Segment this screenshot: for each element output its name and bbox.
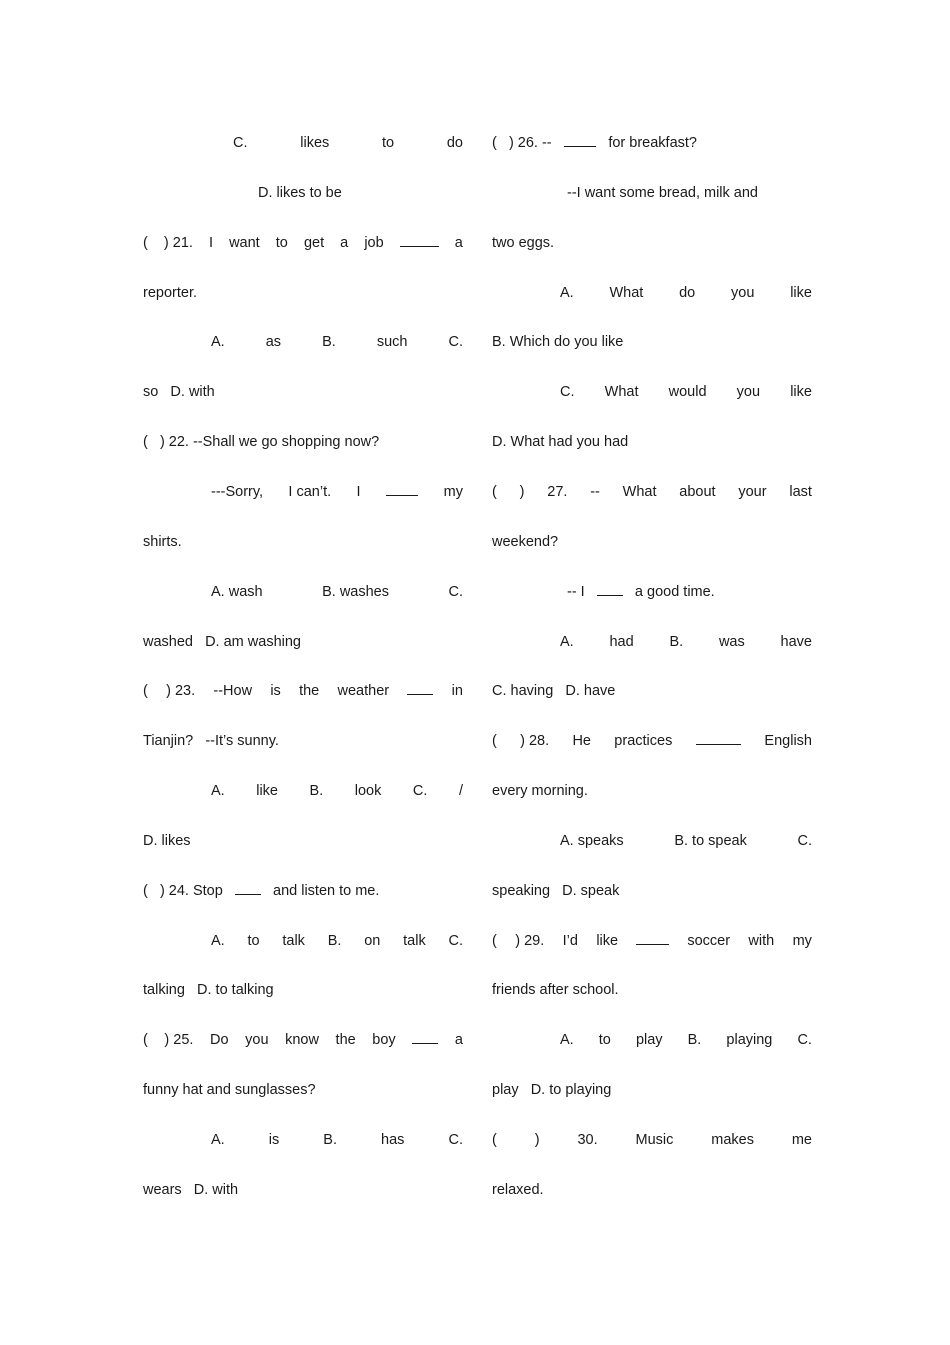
text-token: talk — [403, 932, 426, 949]
answer-blank — [386, 481, 419, 496]
text-token: A. wash — [211, 583, 263, 600]
text-token: -- — [590, 483, 600, 500]
text-token: the — [299, 683, 320, 700]
text-line: D. What had you had — [492, 434, 629, 451]
text-token: C. — [560, 384, 575, 401]
text-token: C. — [448, 334, 463, 351]
text-token: like — [596, 932, 619, 949]
text-line: --I want some bread, milk and — [567, 184, 758, 201]
text-line: funny hat and sunglasses? — [143, 1082, 316, 1099]
text-line — [492, 830, 812, 852]
text-line: relaxed. — [492, 1181, 544, 1198]
text-token: I’d — [562, 932, 578, 949]
text-token: ) 28. — [520, 733, 550, 750]
text-token — [696, 730, 742, 752]
text-token — [400, 232, 439, 254]
text-token: your — [738, 483, 767, 500]
text-line: weekend? — [492, 533, 559, 550]
text-token: B. — [687, 1032, 702, 1049]
text-token: a — [454, 1032, 463, 1049]
text-line: ( ) 24. Stop and listen to me. — [143, 880, 463, 902]
answer-blank — [235, 880, 261, 895]
text-token: look — [354, 783, 382, 800]
text-token: ( — [492, 932, 497, 949]
text-line: every morning. — [492, 783, 588, 800]
text-token: A. — [211, 1132, 225, 1148]
text-token: B. washes — [322, 583, 389, 600]
text-token: is — [270, 683, 281, 700]
text-token: C. — [797, 832, 812, 849]
text-token: C. — [448, 1132, 463, 1148]
text-line: reporter. — [143, 284, 197, 301]
text-token: the — [335, 1032, 356, 1049]
text-token: I can’t. — [288, 483, 332, 500]
text-token: He — [572, 733, 591, 750]
text-token: about — [679, 483, 716, 500]
answer-blank — [696, 730, 742, 745]
text-token: B. — [669, 633, 684, 650]
answer-blank — [597, 581, 623, 596]
text-token: a — [454, 234, 463, 251]
text-line — [492, 481, 812, 503]
text-token: Music — [635, 1132, 674, 1148]
text-token: to — [382, 135, 395, 151]
text-token: B. — [309, 783, 324, 800]
text-token: in — [451, 683, 463, 700]
left-column — [143, 0, 463, 1345]
text-token: 27. — [547, 483, 568, 500]
text-token: C. — [797, 1032, 812, 1049]
text-line: D. likes — [143, 832, 191, 849]
text-line: washed D. am washing — [143, 633, 301, 650]
answer-blank — [564, 132, 597, 147]
text-line — [492, 282, 812, 304]
text-token: B. to speak — [674, 832, 747, 849]
text-token: I — [208, 234, 214, 251]
text-token: ) 25. — [164, 1032, 194, 1049]
text-token: A. — [560, 633, 574, 650]
text-line: play D. to playing — [492, 1082, 612, 1099]
text-token: ) — [519, 483, 525, 500]
text-token: me — [791, 1132, 812, 1148]
text-token: like — [790, 384, 812, 401]
text-token: do — [446, 135, 463, 151]
text-line — [143, 1129, 463, 1151]
text-token: playing — [726, 1032, 773, 1049]
text-token: C. — [448, 583, 463, 600]
text-token: I — [356, 483, 361, 500]
text-line: speaking D. speak — [492, 882, 620, 899]
text-token: boy — [372, 1032, 396, 1049]
text-line: B. Which do you like — [492, 334, 624, 351]
text-token: as — [265, 334, 282, 351]
text-token: B. — [327, 932, 342, 949]
text-token: soccer — [687, 932, 731, 949]
text-token: to — [247, 932, 260, 949]
text-line — [492, 1029, 812, 1051]
text-line: shirts. — [143, 533, 182, 550]
answer-blank — [412, 1029, 438, 1044]
text-token: my — [443, 483, 463, 500]
text-token: Do — [210, 1032, 229, 1049]
text-token: talk — [282, 932, 305, 949]
text-token: want — [229, 234, 260, 251]
text-token: practices — [614, 733, 673, 750]
answer-blank — [407, 680, 433, 695]
text-line — [143, 232, 463, 254]
right-column — [492, 0, 812, 1345]
text-token: C. — [233, 135, 248, 151]
text-line — [143, 680, 463, 702]
text-line: wears D. with — [143, 1181, 239, 1198]
text-token: was — [718, 633, 745, 650]
text-token: A. — [560, 1032, 574, 1049]
text-token: weather — [337, 683, 390, 700]
text-line — [492, 381, 812, 403]
text-token: B. — [322, 334, 336, 351]
text-token — [386, 481, 419, 503]
text-token: like — [256, 783, 278, 800]
text-token: A. — [211, 783, 225, 800]
text-line: two eggs. — [492, 234, 555, 251]
text-token: get — [303, 234, 325, 251]
text-line — [492, 1129, 812, 1151]
text-line: talking D. to talking — [143, 982, 274, 999]
text-line: Tianjin? --It’s sunny. — [143, 733, 279, 750]
text-token: ) 23. — [166, 683, 196, 700]
text-token: A. — [560, 284, 574, 301]
text-line: ( ) 26. -- for breakfast? — [492, 132, 812, 154]
text-line — [143, 481, 463, 503]
text-token: know — [285, 1032, 319, 1049]
text-line: so D. with — [143, 384, 215, 401]
text-line: friends after school. — [492, 982, 619, 999]
text-token: --How — [213, 683, 253, 700]
answer-blank — [400, 232, 439, 247]
text-token: A. — [211, 334, 225, 351]
text-token: ---Sorry, — [211, 483, 264, 500]
text-token: such — [376, 334, 408, 351]
text-token: English — [764, 733, 812, 750]
text-token: last — [789, 483, 812, 500]
text-token: makes — [711, 1132, 754, 1148]
text-token: is — [268, 1132, 280, 1148]
text-token: play — [635, 1032, 663, 1049]
text-token: What — [622, 483, 657, 500]
text-token: you — [731, 284, 755, 301]
text-token: has — [381, 1132, 405, 1148]
text-line — [492, 730, 812, 752]
text-token: ( — [492, 483, 497, 500]
text-line: -- I a good time. — [492, 581, 812, 603]
text-token: like — [790, 284, 812, 301]
text-line: C. having D. have — [492, 683, 616, 700]
text-token: to — [275, 234, 288, 251]
text-token: B. — [323, 1132, 337, 1148]
text-token: with — [748, 932, 775, 949]
text-token — [412, 1029, 438, 1051]
text-token: ( — [492, 733, 497, 750]
text-token: ( — [492, 1132, 497, 1148]
text-line — [143, 331, 463, 353]
text-token: likes — [300, 135, 330, 151]
answer-blank — [636, 930, 669, 945]
text-token: you — [736, 384, 761, 401]
text-token: had — [609, 633, 634, 650]
text-line: D. likes to be — [258, 184, 342, 201]
text-token: 30. — [577, 1132, 598, 1148]
text-token: have — [780, 633, 812, 650]
text-token: ( — [143, 1032, 148, 1049]
text-token: A. — [211, 932, 225, 949]
text-token: C. — [412, 783, 428, 800]
text-token: ( — [143, 234, 148, 251]
text-line — [143, 930, 463, 952]
text-line — [143, 581, 463, 603]
text-token: would — [668, 384, 707, 401]
text-token — [636, 930, 669, 952]
text-token: C. — [448, 932, 463, 949]
text-token: ) 21. — [163, 234, 193, 251]
text-token: a — [340, 234, 349, 251]
text-token: on — [364, 932, 381, 949]
text-line: ( ) 22. --Shall we go shopping now? — [143, 434, 380, 451]
text-token: ) — [534, 1132, 540, 1148]
text-token: ) 29. — [515, 932, 545, 949]
text-line — [143, 132, 463, 154]
text-token: do — [679, 284, 696, 301]
text-token: A. speaks — [560, 832, 624, 849]
text-token: my — [792, 932, 812, 949]
text-token: What — [604, 384, 639, 401]
text-token: job — [364, 234, 384, 251]
text-token — [407, 680, 433, 702]
text-token: / — [458, 783, 463, 800]
text-token: you — [245, 1032, 269, 1049]
text-line — [143, 1029, 463, 1051]
text-line — [492, 930, 812, 952]
text-line — [143, 780, 463, 802]
text-token: What — [609, 284, 644, 301]
text-token: ( — [143, 683, 148, 700]
text-line — [492, 631, 812, 653]
text-token: to — [598, 1032, 611, 1049]
